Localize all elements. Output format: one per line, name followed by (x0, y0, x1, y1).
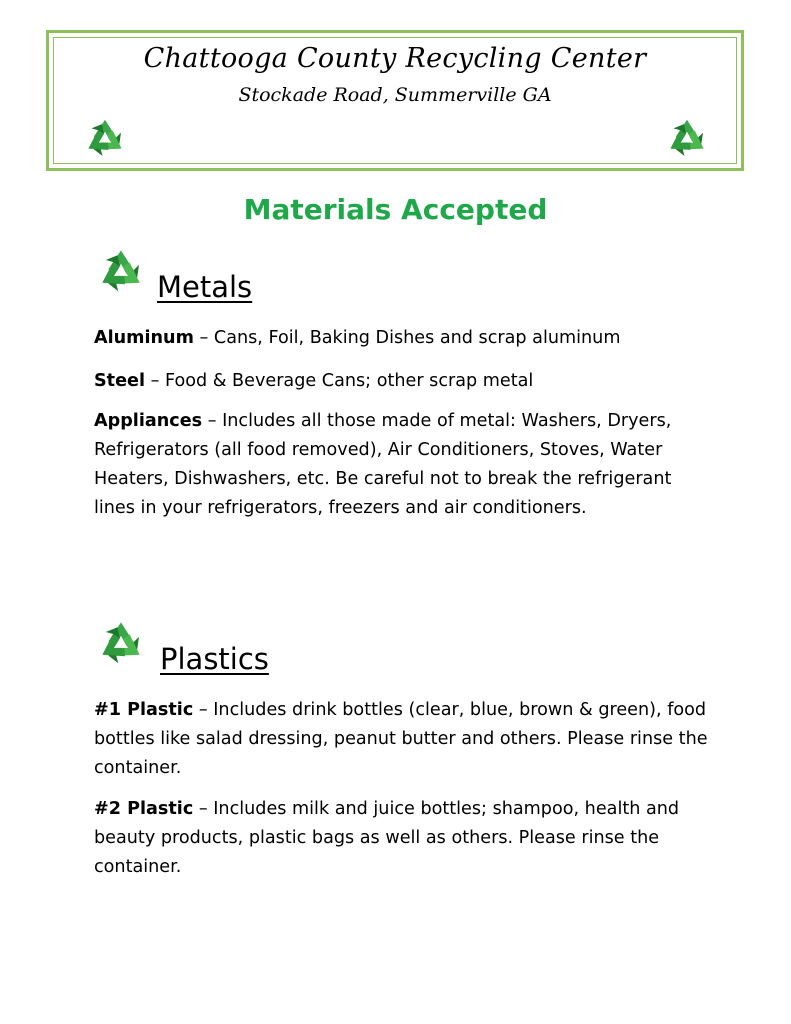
item-plastic-1 (94, 696, 714, 783)
item-term: Steel (94, 371, 145, 391)
item-term: Appliances (94, 411, 203, 431)
section-title-plastics: Plastics (160, 642, 269, 676)
item-desc: – Includes milk and juice bottles; shampoo, health and beauty products, plastic bags as well as others. Please rinse the container. (94, 799, 680, 877)
header-subtitle: Stockade Road, Summerville GA (238, 84, 552, 106)
recycle-icon (92, 617, 150, 671)
recycle-icon (662, 115, 712, 163)
header-title: Chattooga County Recycling Center (143, 43, 647, 74)
item-plastic-2 (94, 795, 714, 882)
section-title-metals: Metals (157, 270, 253, 304)
header-banner (46, 30, 744, 171)
item-desc: – Food & Beverage Cans; other scrap metal (144, 371, 534, 391)
recycle-icon (92, 245, 150, 299)
item-appliances (94, 407, 714, 523)
item-steel (94, 367, 714, 396)
item-term: #1 Plastic (94, 700, 194, 720)
item-desc: – Cans, Foil, Baking Dishes and scrap aluminum (193, 328, 621, 348)
item-desc: – Includes drink bottles (clear, blue, brown & green), food bottles like salad dressing, peanut butter and others. Please rinse the container. (94, 700, 708, 778)
recycle-icon (80, 115, 130, 163)
item-aluminum (94, 324, 714, 353)
item-term: Aluminum (94, 328, 194, 348)
page-heading: Materials Accepted (243, 193, 548, 226)
item-desc: – Includes all those made of metal: Washers, Dryers, Refrigerators (all food removed), Air Conditioners, Stoves, Water Heaters, Dishwashers, etc. Be careful not to break the refrigerant lines in your refrigerators, freezers and air conditioners. (94, 411, 672, 518)
item-term: #2 Plastic (94, 799, 194, 819)
